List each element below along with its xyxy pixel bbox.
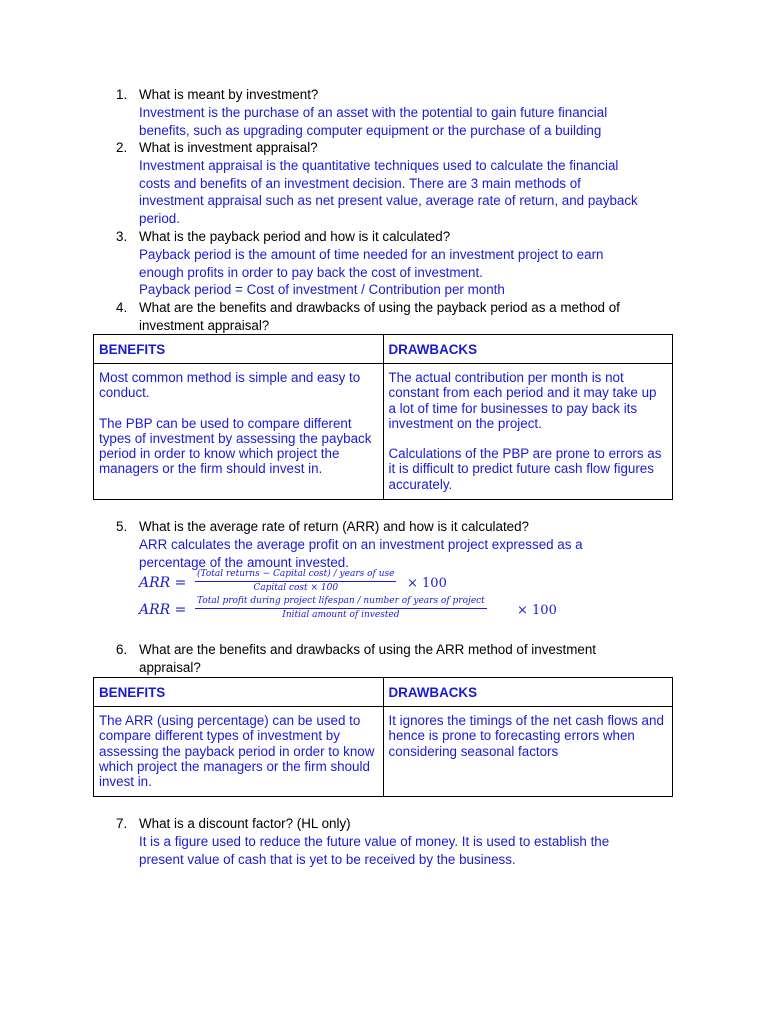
question-number: 5. — [116, 519, 128, 534]
benefit-item: Most common method is simple and easy to conduct. — [99, 370, 361, 401]
question-text: What is the average rate of return (ARR) and how is it calculated? — [139, 519, 530, 534]
benefit-item: The PBP can be used to compare different types of investment by assessing the payback period in order to know which project the managers or the firm should invest in. — [99, 415, 372, 477]
table-row — [94, 707, 673, 797]
question-4 — [116, 299, 656, 334]
question-number: 4. — [116, 300, 128, 315]
question-text — [139, 641, 656, 676]
formula-fraction — [195, 596, 487, 621]
benefits-cell — [94, 364, 384, 500]
answer-3 — [139, 246, 669, 299]
answer-line: present value of cash that is yet to be received by the business. — [139, 851, 516, 867]
answer-line: Payback period = Cost of investment / Contribution per month — [139, 282, 505, 298]
drawbacks-cell — [383, 364, 673, 500]
question-text: What is investment appraisal? — [139, 140, 318, 155]
answer-line: ARR calculates the average profit on an investment project expressed as a — [139, 537, 583, 552]
question-line: appraisal? — [139, 659, 201, 675]
drawback-item: It ignores the timings of the net cash flows and hence is prone to forecasting errors when considering seasonal factors — [388, 713, 664, 759]
formula-rhs: × 100 — [407, 576, 447, 591]
answer-line: period. — [139, 210, 180, 226]
answer-line: benefits, such as upgrading computer equipment or the purchase of a building — [139, 122, 602, 138]
answer-line: It is a figure used to reduce the future value of money. It is used to establish the — [139, 834, 610, 849]
question-number: 3. — [116, 229, 128, 244]
payback-benefits-drawbacks-table — [93, 334, 673, 500]
table-header-row — [94, 678, 673, 707]
formula-lhs: ARR = — [139, 602, 187, 618]
question-6 — [116, 641, 656, 676]
question-1 — [116, 86, 656, 104]
question-text: What is meant by investment? — [139, 87, 319, 102]
table-header-row — [94, 335, 673, 364]
question-text — [139, 299, 656, 334]
formula-numerator: Total profit during project lifespan / number of years of project — [195, 596, 487, 609]
answer-line: Investment appraisal is the quantitative techniques used to calculate the financial — [139, 158, 619, 173]
answer-1 — [139, 104, 669, 139]
question-text: What is a discount factor? (HL only) — [139, 816, 351, 831]
answer-7 — [139, 833, 669, 868]
question-7 — [116, 815, 656, 833]
answer-line: Investment is the purchase of an asset with the potential to gain future financial — [139, 105, 608, 120]
benefits-cell — [94, 707, 384, 797]
question-5 — [116, 518, 656, 536]
drawbacks-cell — [383, 707, 673, 797]
formula-rhs: × 100 — [517, 603, 557, 618]
answer-5 — [139, 536, 669, 571]
drawback-item: The actual contribution per month is not constant from each period and it may take up a lot of time for businesses to pay back its investment on the project. — [388, 370, 657, 431]
drawback-item: Calculations of the PBP are prone to errors as it is difficult to predict future cash flow figures accurately. — [388, 446, 662, 492]
formula-denominator: Initial amount of invested — [282, 610, 400, 620]
question-text: What is the payback period and how is it calculated? — [139, 229, 451, 244]
question-line: What are the benefits and drawbacks of using the ARR method of investment — [139, 642, 597, 657]
benefits-header: BENEFITS — [94, 335, 384, 364]
question-number: 2. — [116, 140, 128, 155]
question-3 — [116, 228, 656, 246]
benefits-header: BENEFITS — [94, 678, 384, 707]
drawbacks-header: DRAWBACKS — [383, 678, 673, 707]
question-number: 6. — [116, 642, 128, 657]
answer-2 — [139, 157, 669, 227]
question-2 — [116, 139, 656, 157]
formula-fraction — [195, 569, 396, 594]
formula-numerator: (Total returns − Capital cost) / years of use — [195, 569, 396, 582]
table-row — [94, 364, 673, 500]
question-line: investment appraisal? — [139, 317, 270, 333]
answer-line: percentage of the amount invested. — [139, 554, 349, 570]
answer-line: Payback period is the amount of time needed for an investment project to earn — [139, 247, 604, 262]
question-line: What are the benefits and drawbacks of using the payback period as a method of — [139, 300, 620, 315]
formula-lhs: ARR = — [139, 575, 187, 591]
arr-benefits-drawbacks-table — [93, 677, 673, 797]
answer-line: enough profits in order to pay back the cost of investment. — [139, 264, 483, 280]
formula-denominator: Capital cost × 100 — [253, 583, 339, 593]
question-number: 7. — [116, 816, 128, 831]
answer-line: costs and benefits of an investment decision. There are 3 main methods of — [139, 175, 581, 191]
benefit-item: The ARR (using percentage) can be used to compare different types of investment by assessing the payback period in order to know which project the managers or the firm should invest in. — [99, 713, 375, 790]
question-number: 1. — [116, 87, 128, 102]
answer-line: investment appraisal such as net present value, average rate of return, and payback — [139, 193, 638, 209]
drawbacks-header: DRAWBACKS — [383, 335, 673, 364]
